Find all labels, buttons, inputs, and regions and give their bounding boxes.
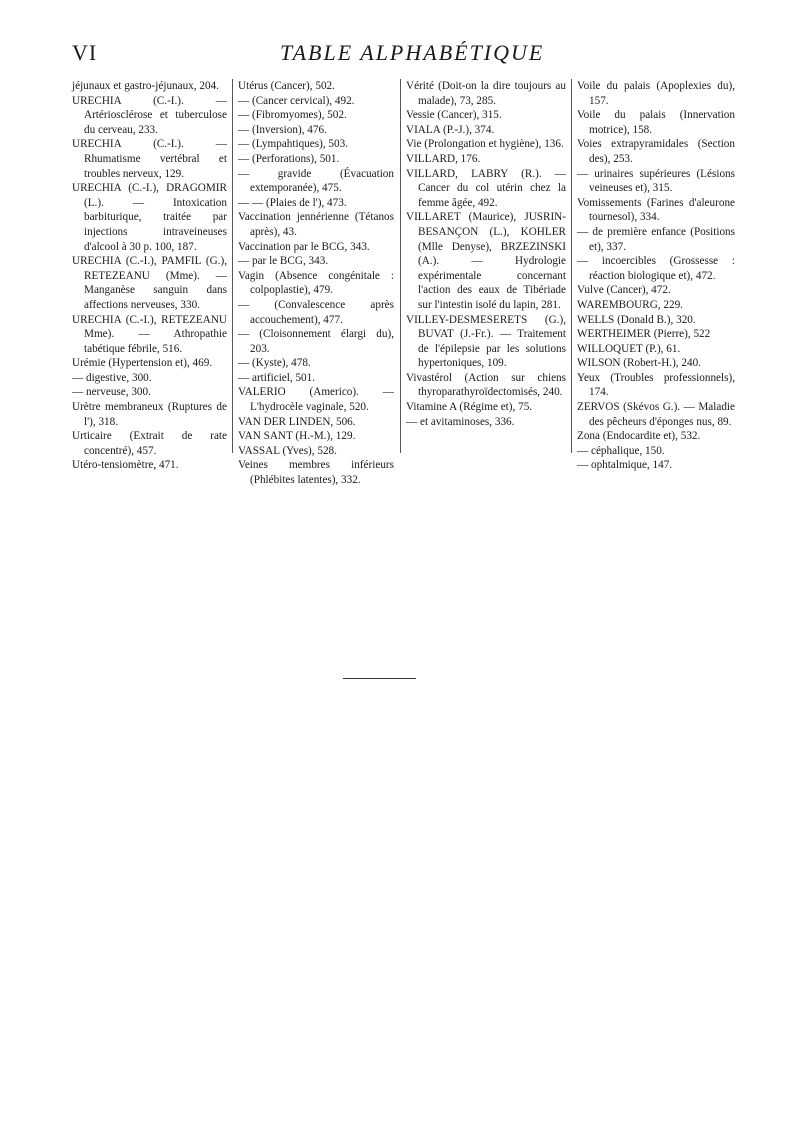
index-entry: ZERVOS (Skévos G.). — Maladie des pêcheurs d'éponges nus, 89. bbox=[577, 401, 735, 428]
index-entry: — (Perforations), 501. bbox=[238, 152, 340, 165]
index-entry: — urinaires supérieures (Lésions veineuses et), 315. bbox=[577, 167, 735, 195]
index-entry: — nerveuse, 300. bbox=[72, 386, 151, 399]
index-entry: VILLARD, 176. bbox=[406, 152, 481, 165]
index-entry: VILLARET (Maurice), JUSRIN-BESANÇON (L.), KOHLER (Mlle Denyse), BRZEZINSKI (A.). — Hydrologie expérimentale concernant l'action des eaux de Tibériade sur l'intestin isolé du lapin, 281. bbox=[406, 211, 566, 311]
index-entry: URECHIA (C.-I.). — Rhumatisme vertébral et troubles nerveux, 129. bbox=[72, 138, 227, 180]
index-entry: Urticaire (Extrait de rate concentré), 457. bbox=[72, 430, 227, 457]
index-entry: VALERIO (Americo). — L'hydrocèle vaginale, 520. bbox=[238, 386, 394, 414]
index-entry: Urémie (Hypertension et), 469. bbox=[72, 357, 213, 370]
index-column-1 bbox=[72, 79, 227, 473]
column-divider bbox=[571, 79, 572, 453]
index-entry: — digestive, 300. bbox=[72, 371, 152, 384]
index-entry: Vessie (Cancer), 315. bbox=[406, 109, 502, 122]
index-entry: Vaccination par le BCG, 343. bbox=[238, 240, 370, 253]
index-entry: WELLS (Donald B.), 320. bbox=[577, 313, 696, 326]
index-entry: — ophtalmique, 147. bbox=[577, 459, 673, 472]
index-entry: Utéro-tensiomètre, 471. bbox=[72, 459, 179, 472]
index-entry: URECHIA (C.-I.). — Artériosclérose et tuberculose du cerveau, 233. bbox=[72, 94, 227, 136]
index-entry: URECHIA (C.-I.), PAMFIL (G.), RETEZEANU (Mme). — Manganèse sanguin dans affections nerveuses, 330. bbox=[72, 255, 227, 311]
index-entry: Vomissements (Farines d'aleurone tournesol), 334. bbox=[577, 196, 735, 224]
index-entry: — (Lympahtiques), 503. bbox=[238, 138, 348, 151]
index-entry: — (Inversion), 476. bbox=[238, 123, 327, 136]
index-entry: Utérus (Cancer), 502. bbox=[238, 80, 335, 92]
index-entry: — gravide (Évacuation extemporanée), 475. bbox=[238, 167, 394, 195]
page-title: TABLE ALPHABÉTIQUE bbox=[280, 40, 545, 65]
index-entry: — et avitaminoses, 336. bbox=[406, 415, 515, 428]
index-entry: Vulve (Cancer), 472. bbox=[577, 284, 671, 297]
index-entry: — (Cloisonnement élargi du), 203. bbox=[238, 328, 394, 355]
index-entry: jéjunaux et gastro-jéjunaux, 204. bbox=[72, 80, 219, 92]
index-entry: VILLEY-DESMESERETS (G.), BUVAT (J.-Fr.). — Traitement de l'épilepsie par les solutions hypertoniques, 109. bbox=[406, 313, 566, 370]
index-entry: Yeux (Troubles professionnels), 174. bbox=[577, 371, 735, 399]
index-entry: Vagin (Absence congénitale : colpoplastie), 479. bbox=[238, 269, 394, 297]
column-divider bbox=[400, 79, 401, 453]
index-entry: Vitamine A (Régime et), 75. bbox=[406, 401, 533, 414]
index-entry: VASSAL (Yves), 528. bbox=[238, 444, 337, 457]
index-entry: WAREMBOURG, 229. bbox=[577, 298, 683, 311]
index-entry: VILLARD, LABRY (R.). — Cancer du col utérin chez la femme âgée, 492. bbox=[406, 167, 566, 209]
index-entry: Veines membres inférieurs (Phlébites latentes), 332. bbox=[238, 459, 394, 487]
index-entry: — de première enfance (Positions et), 337. bbox=[577, 225, 735, 253]
index-entry: — artificiel, 501. bbox=[238, 371, 316, 384]
index-entry: VAN DER LINDEN, 506. bbox=[238, 415, 356, 428]
index-entry: — (Fibromyomes), 502. bbox=[238, 109, 347, 122]
index-entry: Urètre membraneux (Ruptures de l'), 318. bbox=[72, 401, 227, 428]
index-column-4 bbox=[577, 79, 735, 473]
index-entry: — par le BCG, 343. bbox=[238, 255, 329, 268]
index-entry: — — (Plaies de l'), 473. bbox=[238, 196, 347, 209]
index-entry: VAN SANT (H.-M.), 129. bbox=[238, 430, 356, 443]
index-entry: Zona (Endocardite et), 532. bbox=[577, 430, 701, 443]
index-entry: VIALA (P.-J.), 374. bbox=[406, 123, 495, 136]
index-column-2 bbox=[238, 79, 394, 488]
index-entry: Vivastérol (Action sur chiens thyroparathyroïdectomisés, 240. bbox=[406, 371, 566, 399]
index-column-3 bbox=[406, 79, 566, 429]
column-divider bbox=[232, 79, 233, 453]
index-entry: Vérité (Doit-on la dire toujours au malade), 73, 285. bbox=[406, 80, 566, 107]
index-entry: — (Cancer cervical), 492. bbox=[238, 94, 355, 107]
index-entry: Vie (Prolongation et hygiène), 136. bbox=[406, 138, 564, 151]
index-entry: — céphalique, 150. bbox=[577, 444, 665, 457]
index-entry: URECHIA (C.-I.), RETEZEANU Mme). — Athropathie tabétique fébrile, 516. bbox=[72, 313, 227, 355]
index-entry: URECHIA (C.-I.), DRAGOMIR (L.). — Intoxication barbiturique, traitée par injections intraveineuses d'alcool à 30 p. 100, 187. bbox=[72, 182, 227, 253]
index-entry: — incoercibles (Grossesse : réaction biologique et), 472. bbox=[577, 255, 735, 282]
index-entry: WERTHEIMER (Pierre), 522 bbox=[577, 328, 711, 341]
page-number: VI bbox=[72, 40, 98, 65]
end-rule bbox=[343, 678, 416, 679]
index-entry: — (Kyste), 478. bbox=[238, 357, 311, 370]
index-entry: WILSON (Robert-H.), 240. bbox=[577, 357, 701, 370]
index-entry: Voile du palais (Apoplexies du), 157. bbox=[577, 80, 735, 107]
index-entry: Voile du palais (Innervation motrice), 158. bbox=[577, 109, 735, 136]
index-entry: — (Convalescence après accouchement), 477. bbox=[238, 298, 394, 326]
index-entry: WILLOQUET (P.), 61. bbox=[577, 342, 681, 355]
index-entry: Vaccination jennérienne (Tétanos après), 43. bbox=[238, 211, 394, 238]
index-entry: Voies extrapyramidales (Section des), 253. bbox=[577, 138, 735, 165]
